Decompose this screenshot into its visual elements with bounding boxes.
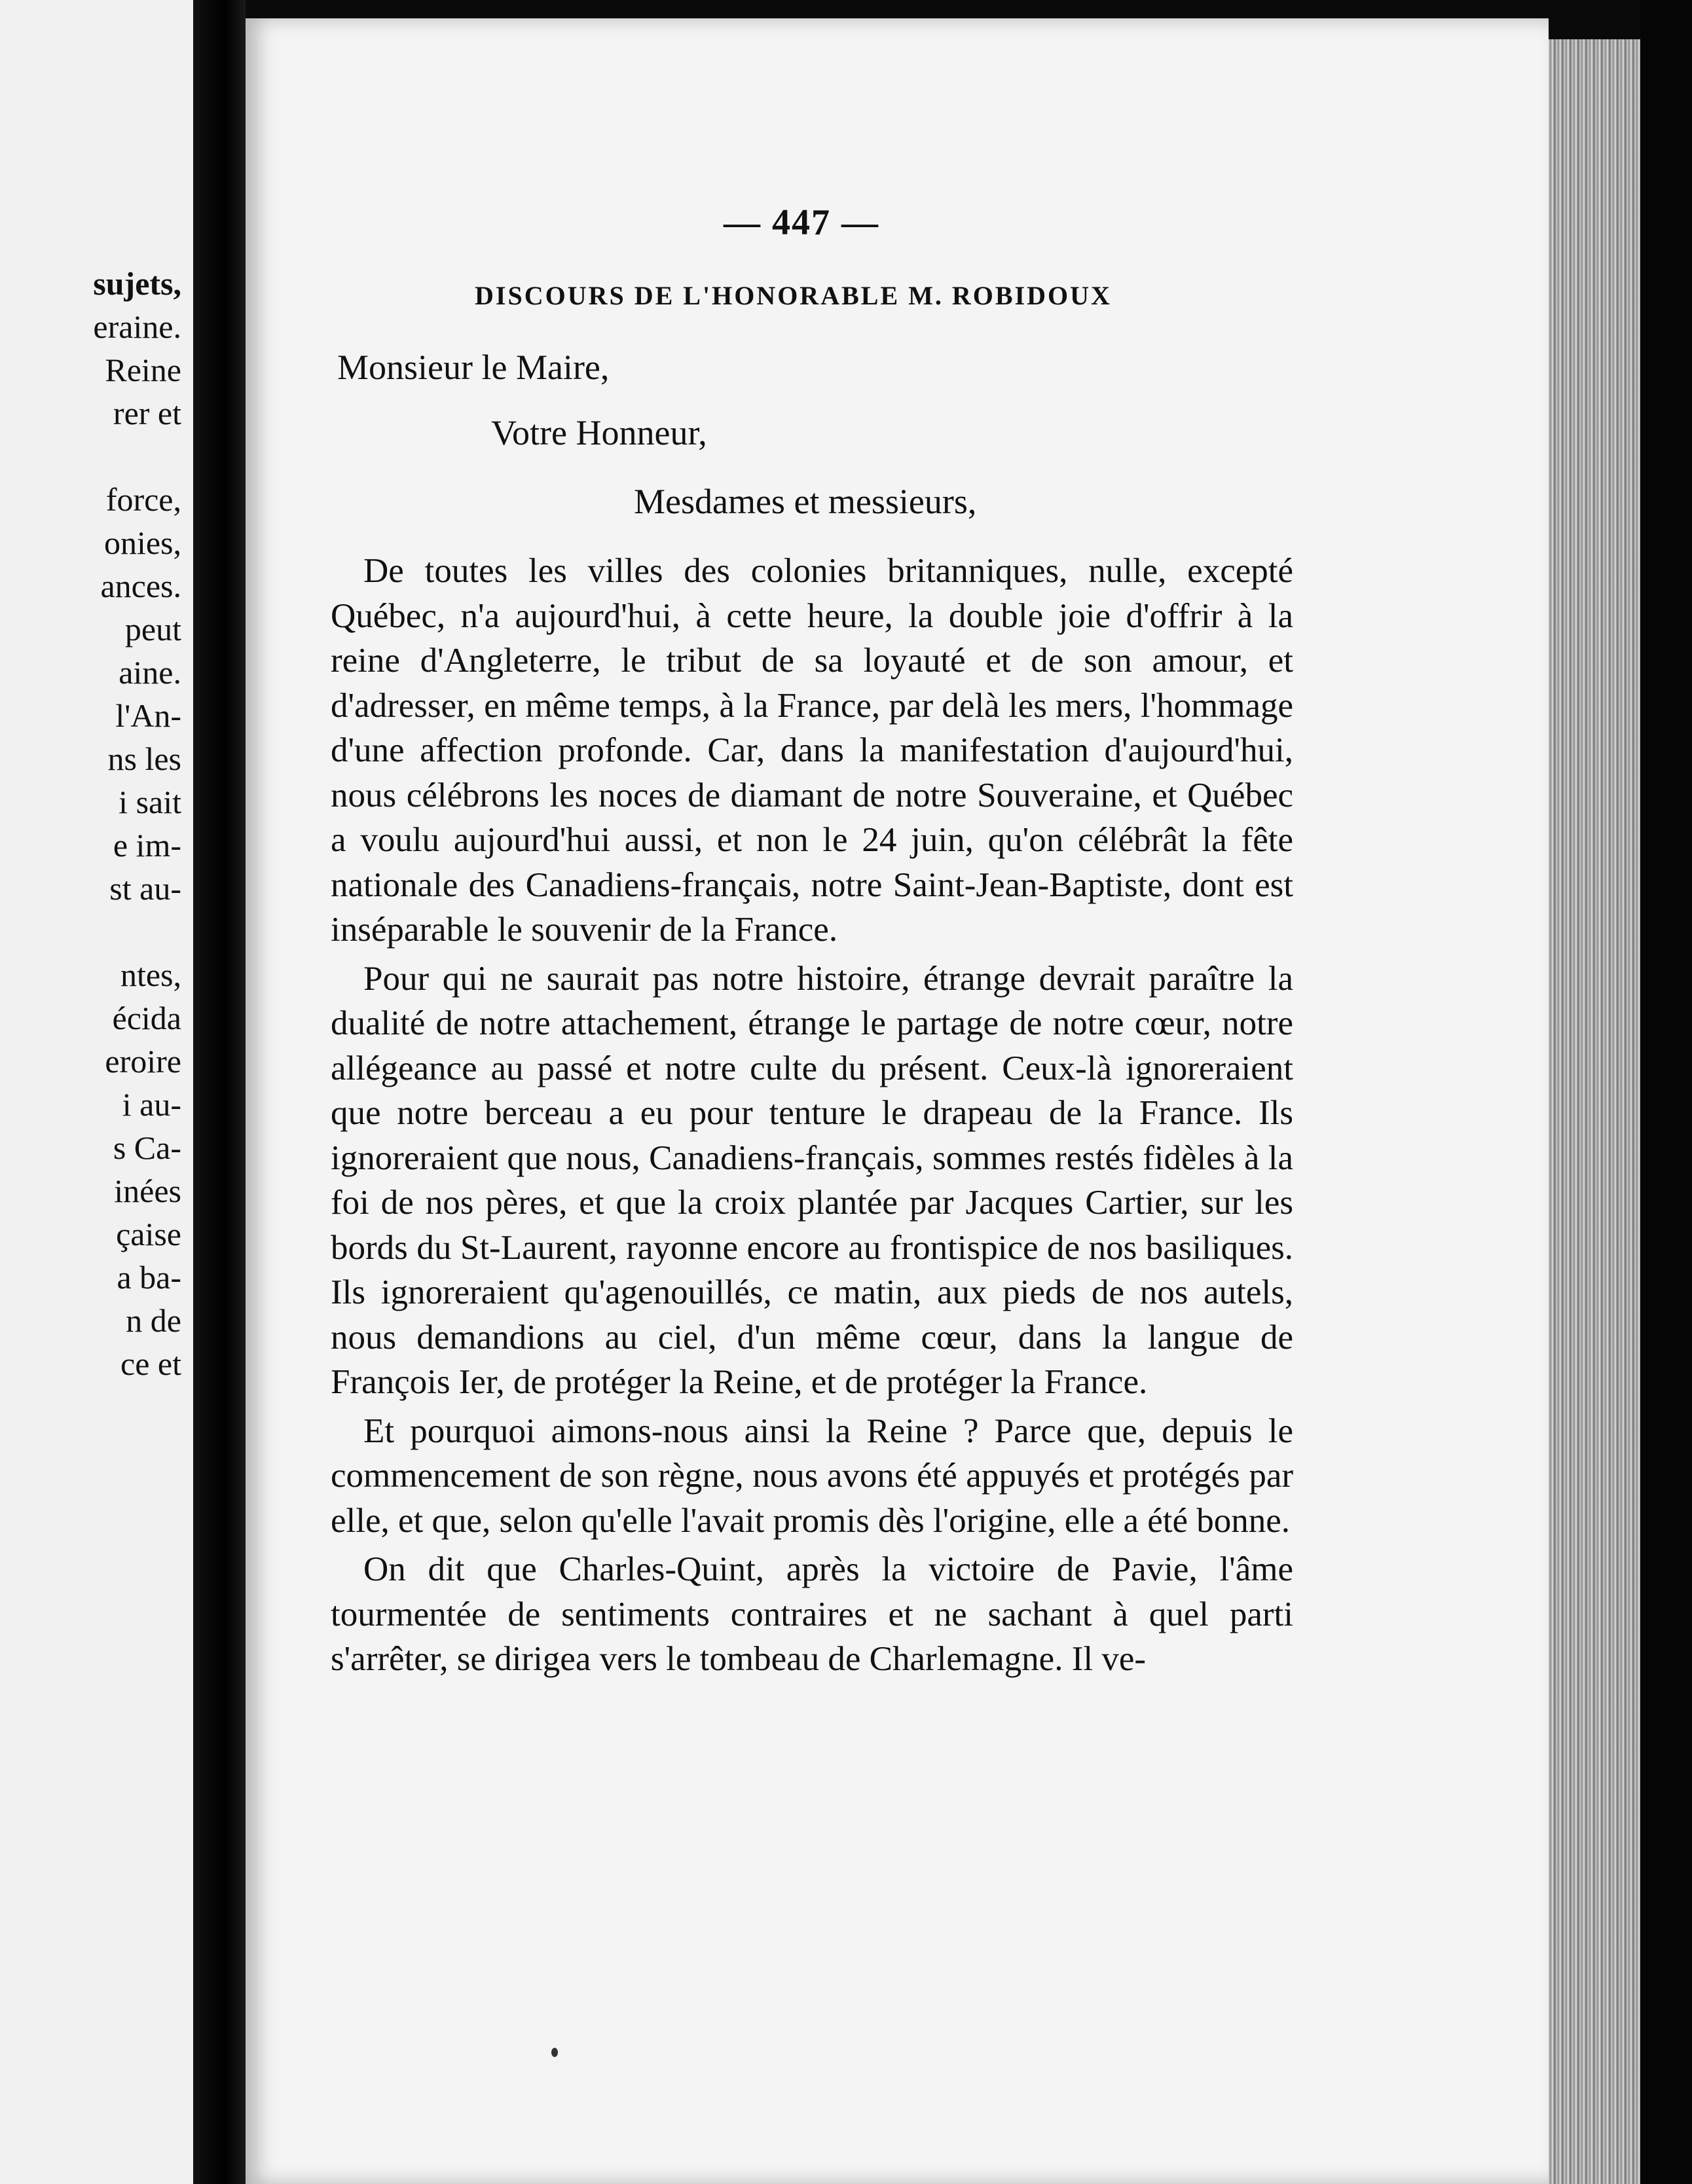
page-edges: [1549, 39, 1640, 2184]
paragraph: On dit que Charles-Quint, après la victoire de Pavie, l'âme tourmentée de sentiments contraires et ne sachant à quel parti s'arrêter, se dirigea vers le tombeau de Charlemagne. Il ve-: [331, 1550, 1293, 1678]
speech-body: [331, 549, 1293, 1682]
left-page-line-fragment: peut: [124, 611, 181, 647]
scan-border: [1640, 0, 1692, 2184]
salutation-mayor: Monsieur le Maire,: [337, 348, 610, 387]
left-page-line-fragment: e im-: [113, 827, 181, 864]
left-page-line-fragment: force,: [105, 481, 181, 518]
ink-speck: [551, 2048, 558, 2057]
paragraph: De toutes les villes des colonies britanniques, nulle, excepté Québec, n'a aujourd'hui, à cette heure, la double joie d'offrir à la reine d'Angleterre, le tribut de sa loyauté et de son amour, et d'adresser, en même temps, à la France, par delà les mers, l'hommage d'une affection profonde. Car, dans la manifestation d'aujourd'hui, nous célébrons les noces de diamant de notre Souveraine, et Québec a voulu aujourd'hui aussi, et non le 24 juin, qu'on célébrât la fête nationale des Canadiens-français, notre Saint-Jean-Baptiste, dont est inséparable le souvenir de la France.: [331, 552, 1293, 949]
left-page-line-fragment: i au-: [122, 1086, 181, 1123]
left-page-line-fragment: écida: [112, 1000, 181, 1036]
left-page-line-fragment: ce et: [120, 1345, 181, 1382]
left-page-line-fragment: rer et: [113, 395, 181, 431]
page-number: — 447 —: [724, 202, 879, 243]
salutation-honour: Votre Honneur,: [491, 413, 707, 452]
left-page-line-fragment: eroire: [105, 1043, 181, 1080]
left-page-line-fragment: ntes,: [120, 956, 181, 993]
left-page-line-fragment: aine.: [119, 654, 181, 691]
left-page-line-fragment: ns les: [107, 740, 181, 777]
left-page-line-fragment: eraine.: [93, 308, 181, 345]
salutation-audience: Mesdames et messieurs,: [634, 482, 977, 521]
paragraph: Pour qui ne saurait pas notre histoire, étrange devrait paraître la dualité de notre attachement, étrange le partage de notre cœur, notre allégeance au passé et notre culte du présent. Ceux-là ignoreraient que notre berceau a eu pour tenture le drapeau de la France. Ils ignoreraient que nous, Canadiens-français, sommes restés fidèles à la foi de nos pères, et que la croix plantée par Jacques Cartier, sur les bords du St-Laurent, rayonne encore au frontispice de nos basiliques. Ils ignoreraient qu'agenouillés, ce matin, aux pieds de nos autels, nous demandions au ciel, d'un même cœur, dans la langue de François Ier, de protéger la Reine, et de protéger la France.: [331, 959, 1293, 1401]
left-page-line-fragment: i sait: [119, 784, 181, 820]
left-page-fragment: [0, 0, 193, 2184]
left-page-line-fragment: n de: [126, 1302, 181, 1339]
speech-title: DISCOURS DE L'HONORABLE M. ROBIDOUX: [475, 281, 1112, 310]
left-page-line-fragment: s Ca-: [113, 1129, 181, 1166]
paragraph: Et pourquoi aimons-nous ainsi la Reine ? Parce que, depuis le commencement de son règne, nous avons été appuyés et protégés par elle, et que, selon qu'elle l'avait promis dès l'origine, elle a été bonne.: [331, 1411, 1293, 1540]
left-page-line-fragment: sujets,: [93, 265, 181, 302]
left-page-line-fragment: inées: [114, 1173, 181, 1209]
left-page-line-fragment: onies,: [103, 524, 181, 561]
left-page-line-fragment: st au-: [109, 870, 181, 907]
left-page-line-fragment: a ba-: [117, 1259, 181, 1296]
left-page-line-fragment: çaise: [116, 1216, 181, 1252]
left-page-line-fragment: Reine: [105, 352, 181, 388]
book-gutter: [193, 0, 246, 2184]
left-page-line-fragment: l'An-: [115, 697, 181, 734]
left-page-line-fragment: ances.: [100, 568, 181, 604]
